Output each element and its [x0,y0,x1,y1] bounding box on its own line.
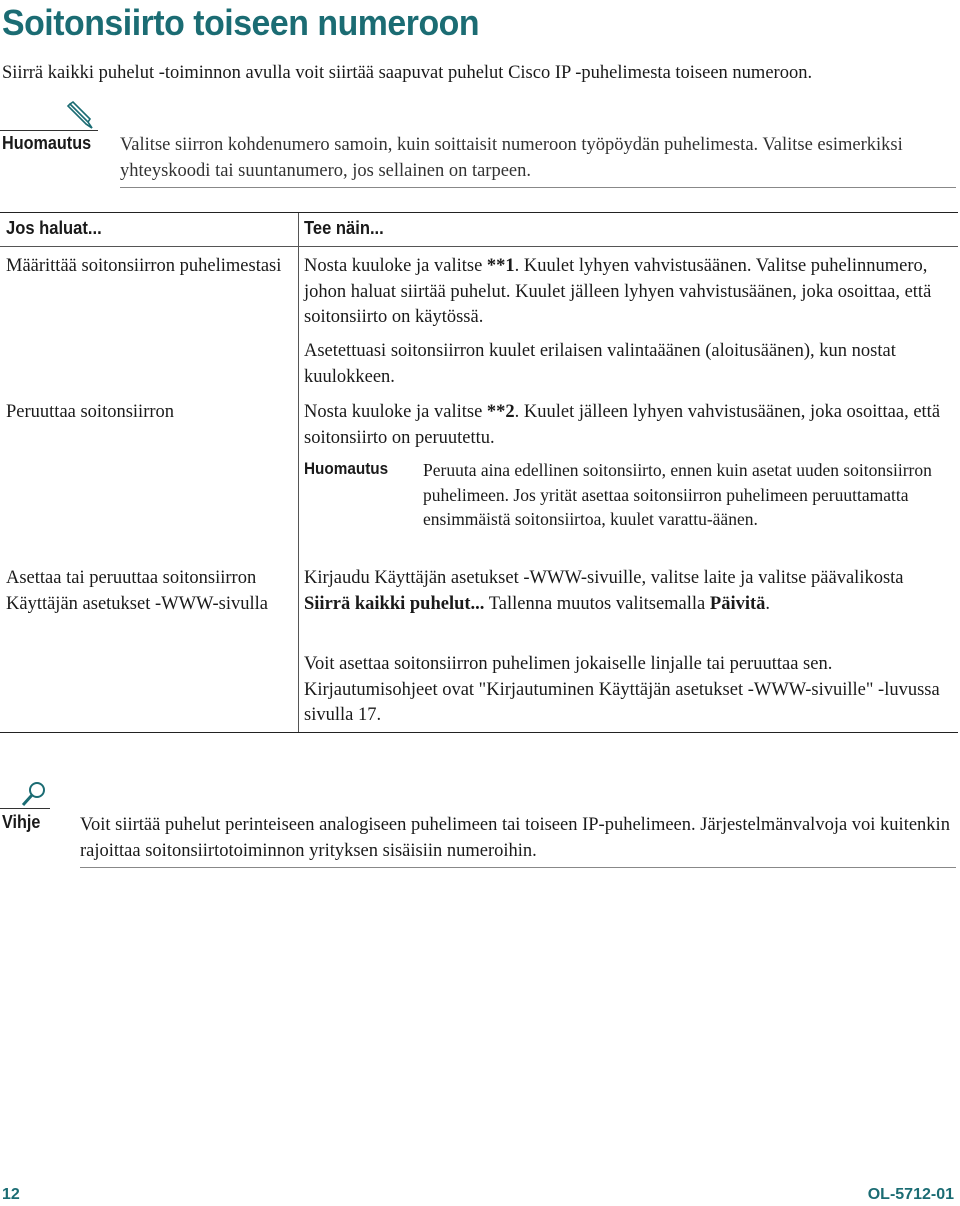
table-row-do [304,400,954,451]
note-label: Huomautus [2,133,92,153]
tip-divider [80,867,956,868]
step-text: . Kuulet jälleen lyhyen vahvistusäänen, joka osoittaa, että soitonsiirto on peruutettu. [304,402,941,448]
dial-code: **1 [486,256,515,276]
table-row-want: Määrittää soitonsiirron puhelimestasi [6,256,282,276]
intro-paragraph: Siirrä kaikki puhelut -toiminnon avulla voit siirtää saapuvat puhelut Cisco IP -puhelimesta toiseen numeroon. [2,63,813,83]
page-number: 12 [2,1186,20,1203]
menu-item-name: Siirrä kaikki puhelut... [304,593,485,614]
table-header-do: Tee näin... [304,218,384,238]
step-text: . Kuulet lyhyen vahvistusäänen. Valitse puhelinnumero, johon haluat siirtää puhelut. Kuulet jälleen lyhyen vahvistusäänen, joka osoittaa, että soitonsiirto on käytössä. [304,256,932,327]
table-row-do-extra: Voit asettaa soitonsiirron puhelimen jokaiselle linjalle tai peruuttaa sen. Kirjautumisohjeet ovat "Kirjautuminen Käyttäjän asetukset -WWW-sivuille" -luvussa sivulla 17. [304,654,940,725]
note-text: Valitse siirron kohdenumero samoin, kuin soittaisit numeroon työpöydän puhelimesta. Valitse esimerkiksi yhteyskoodi tai suuntanumero, jos sellainen on tarpeen. [120,135,903,181]
tip-divider [0,808,50,809]
button-name: Päivitä [709,593,766,614]
table-top-rule [0,212,958,213]
step-text: Tallenna muutos valitsemalla [484,593,710,614]
magnifier-icon [20,780,48,808]
table-bottom-rule [0,732,958,733]
table-header-want: Jos haluat... [6,218,102,238]
step-text: Kirjaudu Käyttäjän asetukset -WWW-sivuille, valitse laite ja valitse päävalikosta [304,568,904,588]
table-row-do [304,254,954,331]
tip-text: Voit siirtää puhelut perinteiseen analogiseen puhelimeen tai toiseen IP-puhelimeen. Järjestelmänvalvoja voi kuitenkin rajoittaa soitonsiirtotoiminnon yrityksen sisäisiin numeroihin. [80,815,950,861]
table-header-rule [0,246,958,247]
dial-code: **2 [486,402,515,422]
document-id: OL-5712-01 [867,1186,954,1203]
table-column-divider [298,213,299,733]
step-text: . [765,593,771,614]
page-title: Soitonsiirto toiseen numeroon [2,2,480,43]
tip-label: Vihje [2,812,41,832]
note-divider [120,187,956,188]
table-row-want: Peruuttaa soitonsiirron [6,402,175,422]
table-row-want: Asettaa tai peruuttaa soitonsiirron Käyttäjän asetukset -WWW-sivulla [6,568,268,614]
table-row-do [304,566,954,617]
table-row-do-extra: Asetettuasi soitonsiirron kuulet erilaisen valintaäänen (aloitusäänen), kun nostat kuulokkeen. [304,341,896,387]
step-text: Nosta kuuloke ja valitse [304,402,487,422]
note-divider [0,130,98,131]
inline-note-text: Peruuta aina edellinen soitonsiirto, ennen kuin asetat uuden soitonsiirron puhelimeen. Jos yrität asettaa soitonsiirron puhelimeen peruuttamatta ensimmäistä soitonsiirtoa, kuulet varattu-äänen. [423,460,932,529]
inline-note-label: Huomautus [304,459,389,478]
step-text: Nosta kuuloke ja valitse [304,256,487,276]
pencil-icon [64,100,96,130]
